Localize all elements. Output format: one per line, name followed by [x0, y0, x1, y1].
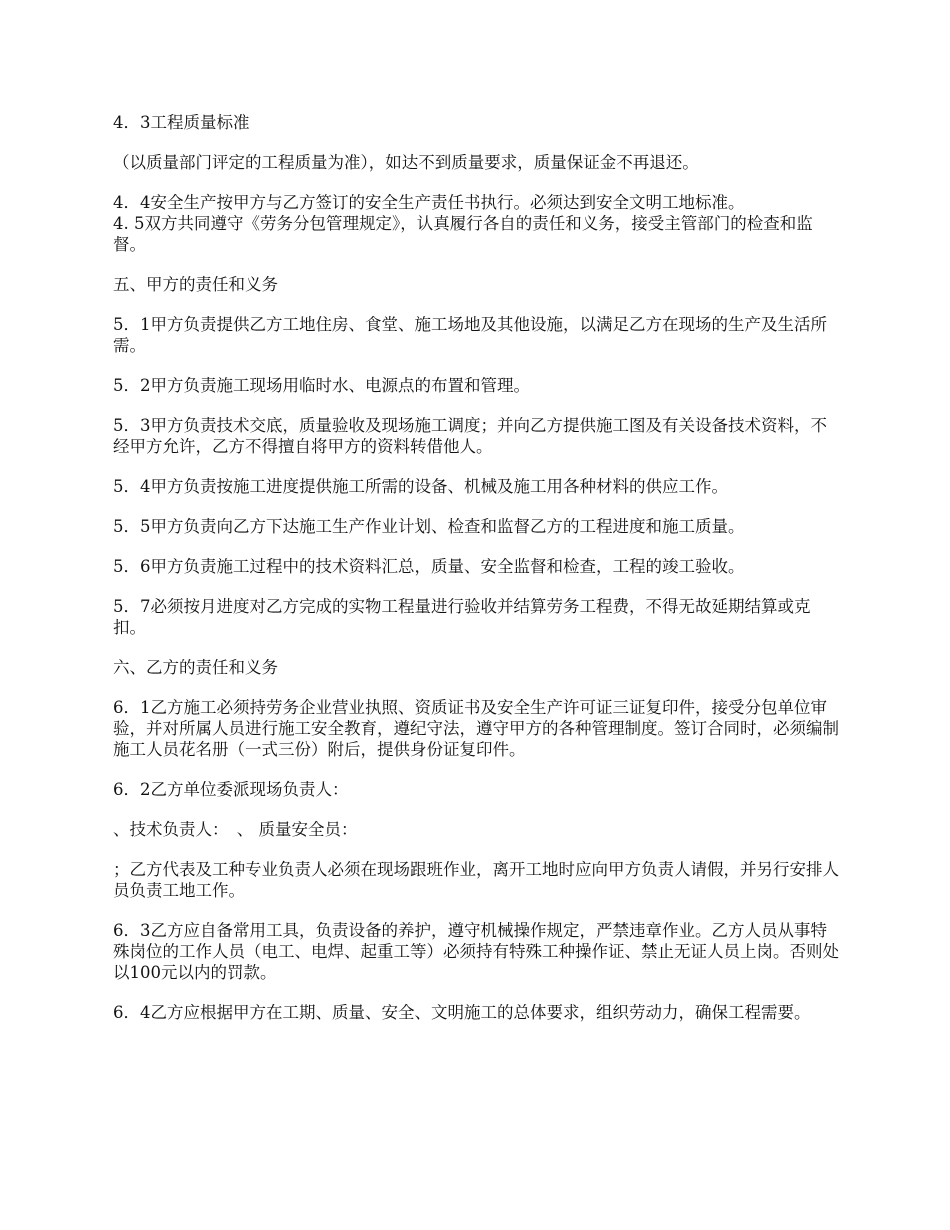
clause-6-2-note: ；乙方代表及工种专业负责人必须在现场跟班作业，离开工地时应向甲方负责人请假，并另行安排人员负责工地工作。	[113, 860, 839, 900]
clause-6-3: 6．3乙方应自备常用工具，负责设备的养护，遵守机械操作规定，严禁违章作业。乙方人员从事特殊岗位的工作人员（电工、电焊、起重工等）必须持有特殊工种操作证、禁止无证人员上岗。否则处以100元以内的罚款。	[113, 921, 839, 982]
clause-6-4: 6．4乙方应根据甲方在工期、质量、安全、文明施工的总体要求，组织劳动力，确保工程需要。	[113, 1003, 811, 1022]
clause-5-7: 5．7必须按月进度对乙方完成的实物工程量进行验收并结算劳务工程费，不得无故延期结算或克扣。	[113, 597, 811, 637]
clause-4-5: 4. 5双方共同遵守《劳务分包管理规定》，认真履行各自的责任和义务，接受主管部门的检查和监督。	[113, 214, 813, 254]
section-5-heading: 五、甲方的责任和义务	[113, 275, 278, 294]
clause-5-6: 5．6甲方负责施工过程中的技术资料汇总，质量、安全监督和检查，工程的竣工验收。	[113, 557, 745, 576]
clause-6-1: 6．1乙方施工必须持劳务企业营业执照、资质证书及安全生产许可证三证复印件，接受分包单位审验，并对所属人员进行施工安全教育，遵纪守法，遵守甲方的各种管理制度。签订合同时，必须编制施工人员花名册（一式三份）附后，提供身份证复印件。	[113, 698, 839, 759]
section-6-heading: 六、乙方的责任和义务	[113, 658, 278, 677]
document-page	[113, 112, 843, 1023]
clause-5-2: 5．2甲方负责施工现场用临时水、电源点的布置和管理。	[113, 376, 530, 395]
clause-6-2: 6．2乙方单位委派现场负责人：	[113, 780, 349, 799]
clause-5-3: 5．3甲方负责技术交底，质量验收及现场施工调度；并向乙方提供施工图及有关设备技术资料，不经甲方允许，乙方不得擅自将甲方的资料转借他人。	[113, 416, 827, 456]
clause-6-2-roles: 、技术负责人： 、 质量安全员：	[113, 820, 358, 839]
clause-5-5: 5．5甲方负责向乙方下达施工生产作业计划、检查和监督乙方的工程进度和施工质量。	[113, 517, 745, 536]
clause-4-3-title: 4．3工程质量标准	[113, 113, 250, 132]
clause-4-4: 4．4安全生产按甲方与乙方签订的安全生产责任书执行。必须达到安全文明工地标准。	[113, 193, 745, 212]
clause-5-1: 5．1甲方负责提供乙方工地住房、食堂、施工场地及其他设施，以满足乙方在现场的生产及生活所需。	[113, 315, 827, 355]
clause-5-4: 5．4甲方负责按施工进度提供施工所需的设备、机械及施工用各种材料的供应工作。	[113, 477, 728, 496]
clause-4-3-text: （以质量部门评定的工程质量为准），如达不到质量要求，质量保证金不再退还。	[113, 153, 699, 172]
